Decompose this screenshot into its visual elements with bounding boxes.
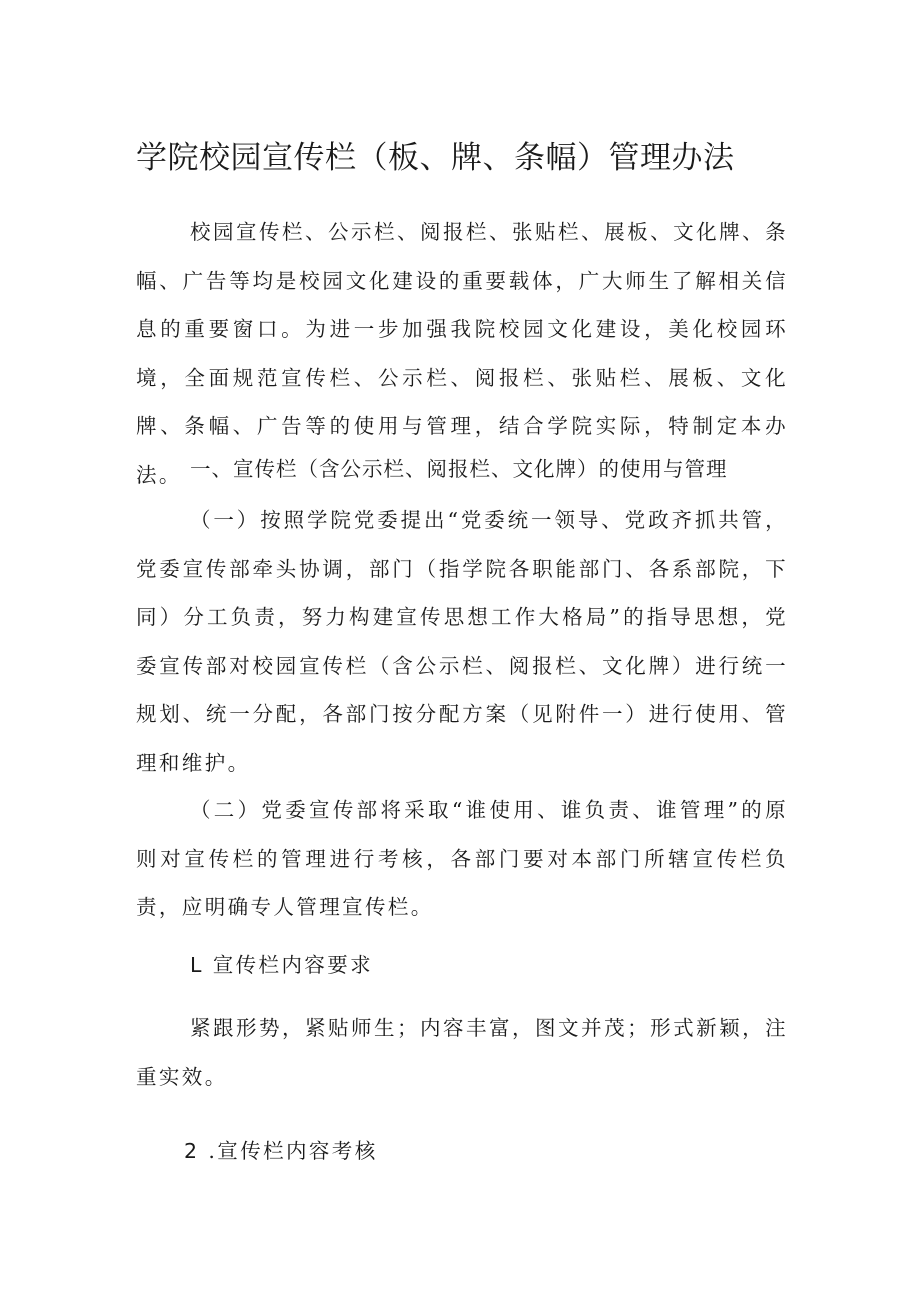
item-2-title: .宣传栏内容考核 xyxy=(208,1139,378,1163)
item-2-number: 2 xyxy=(184,1139,200,1163)
item-1-body: 紧跟形势，紧贴师生；内容丰富，图文并茂；形式新颖，注重实效。 xyxy=(136,1016,788,1089)
item-1-title: 宣传栏内容要求 xyxy=(212,953,374,977)
intro-paragraph: 校园宣传栏、公示栏、阅报栏、张贴栏、展板、文化牌、条幅、广告等均是校园文化建设的重要载体，广大师生了解相关信息的重要窗口。为进一步加强我院校园文化建设，美化校园环境，全面规范宣传栏、公示栏、阅报栏、张贴栏、展板、文化牌、条幅、广告等的使用与管理，结合学院实际，特制定本办法。 xyxy=(136,220,788,487)
item-2-heading xyxy=(184,1134,378,1164)
clause-2-paragraph: （二）党委宣传部将采取“谁使用、谁负责、谁管理”的原则对宣传栏的管理进行考核，各部门要对本部门所辖宣传栏负责，应明确专人管理宣传栏。 xyxy=(136,798,788,919)
item-1-number: L xyxy=(190,953,204,977)
item-1-heading xyxy=(190,948,373,978)
document-title: 学院校园宣传栏（板、牌、条幅）管理办法 xyxy=(136,140,735,176)
clause-1-paragraph: （一）按照学院党委提出“党委统一领导、党政齐抓共管，党委宣传部牵头协调，部门（指学院各职能部门、各系部院，下同）分工负责，努力构建宣传思想工作大格局”的指导思想，党委宣传部对校园宣传栏（含公示栏、阅报栏、文化牌）进行统一规划、统一分配，各部门按分配方案（见附件一）进行使用、管理和维护。 xyxy=(136,508,788,775)
section-heading-1: 一、宣传栏（含公示栏、阅报栏、文化牌）的使用与管理 xyxy=(190,457,728,481)
